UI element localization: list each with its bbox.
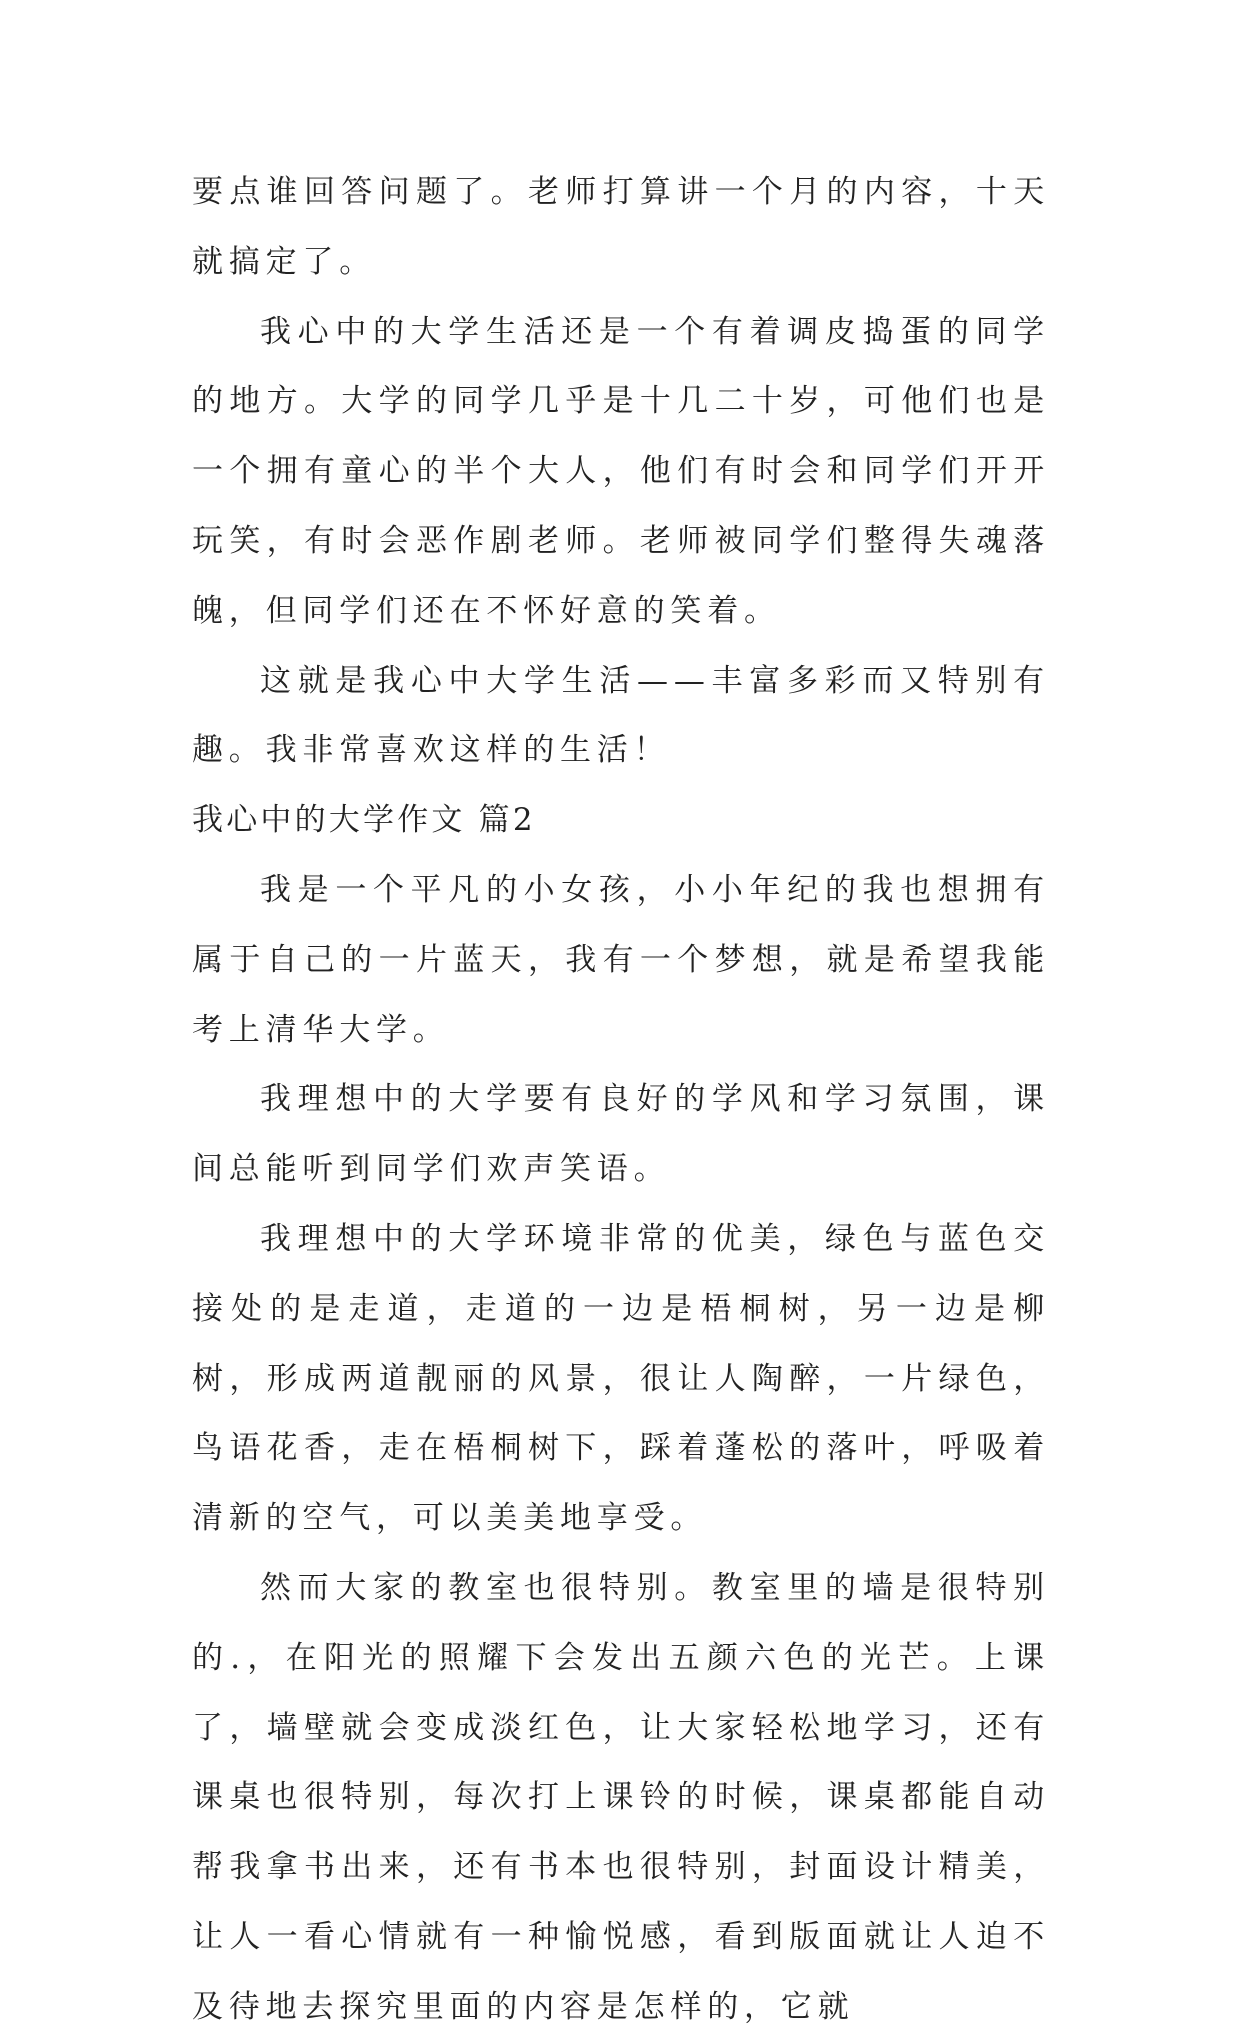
section-heading: 我心中的大学作文 篇2 [192, 802, 536, 839]
paragraph-7: 然而大家的教室也很特别。教室里的墙是很特别的.，在阳光的照耀下会发出五颜六色的光芒。上课了，墙壁就会变成淡红色，让大家轻松地学习，还有课桌也很特别，每次打上课铃的时候，课桌都能自动帮我拿书出来，还有书本也很特别，封面设计精美，让人一看心情就有一种愉悦感，看到版面就让人迫不及待地去探究里面的内容是怎样的，它就 [192, 1569, 1050, 2025]
paragraph-2: 我心中的大学生活还是一个有着调皮捣蛋的同学的地方。大学的同学几乎是十几二十岁，可他们也是一个拥有童心的半个大人，他们有时会和同学们开开玩笑，有时会恶作剧老师。老师被同学们整得失魂落魄，但同学们还在不怀好意的笑着。 [192, 313, 1050, 629]
paragraph-5: 我理想中的大学要有良好的学风和学习氛围，课间总能听到同学们欢声笑语。 [192, 1081, 1050, 1188]
paragraph-1: 要点谁回答问题了。老师打算讲一个月的内容，十天就搞定了。 [192, 174, 1050, 280]
paragraph-4: 我是一个平凡的小女孩，小小年纪的我也想拥有属于自己的一片蓝天，我有一个梦想，就是希望我能考上清华大学。 [192, 871, 1050, 1048]
paragraph-3: 这就是我心中大学生活——丰富多彩而又特别有趣。我非常喜欢这样的生活！ [192, 662, 1050, 769]
paragraph-6: 我理想中的大学环境非常的优美，绿色与蓝色交接处的是走道，走道的一边是梧桐树，另一边是柳树，形成两道靓丽的风景，很让人陶醉，一片绿色，鸟语花香，走在梧桐树下，踩着蓬松的落叶，呼吸着清新的空气，可以美美地享受。 [192, 1220, 1050, 1537]
document-body [192, 158, 1050, 2043]
